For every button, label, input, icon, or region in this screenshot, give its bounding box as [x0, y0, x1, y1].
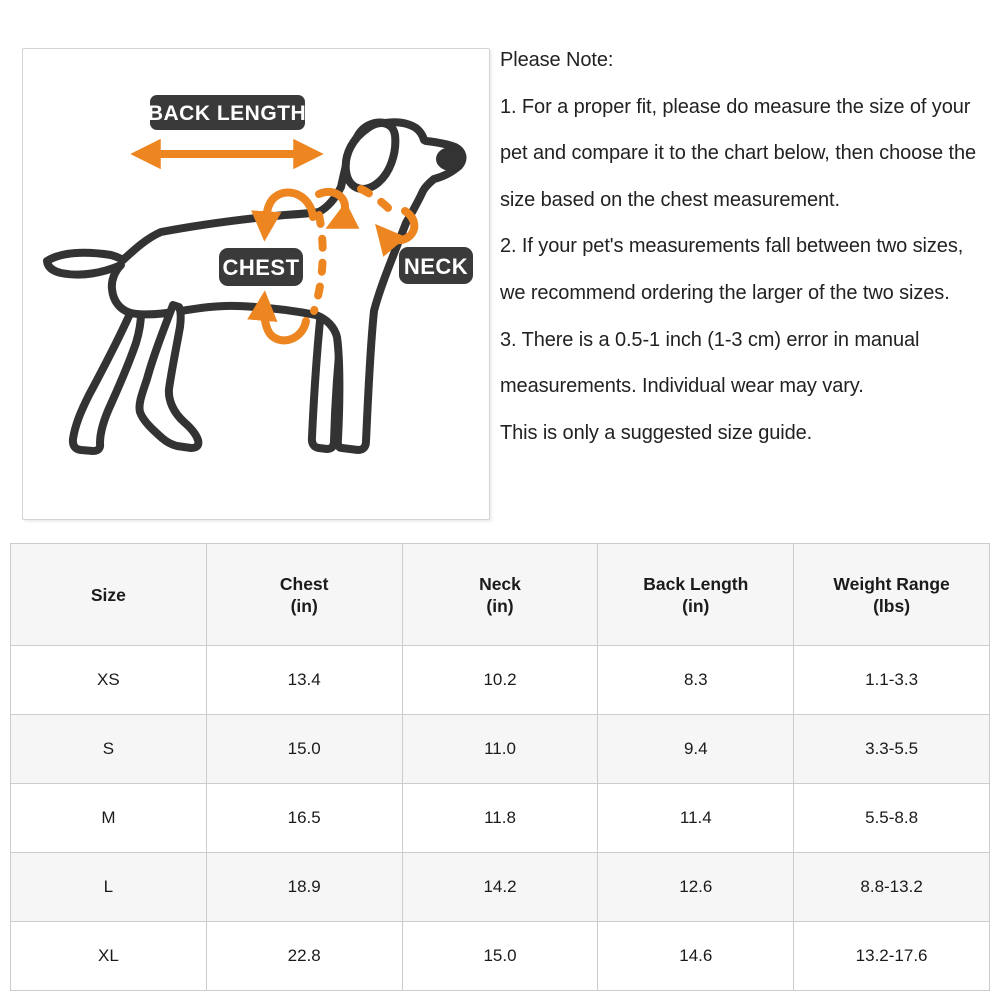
- note-line: 3. There is a 0.5-1 inch (1-3 cm) error in manual: [500, 328, 920, 351]
- note-line: size based on the chest measurement.: [500, 188, 840, 211]
- chest-label: [219, 248, 303, 286]
- chest-col-header: [206, 544, 402, 646]
- dog-far-hind-leg: [73, 307, 141, 451]
- header-unit: (in): [290, 595, 318, 616]
- cell: 11.8: [402, 784, 598, 853]
- note-line: 2. If your pet's measurements fall between two sizes,: [500, 235, 964, 258]
- cell: 15.0: [402, 922, 598, 991]
- table-row-xl: [11, 922, 990, 991]
- note-line: This is only a suggested size guide.: [500, 421, 813, 444]
- note-line: pet and compare it to the chart below, then choose the: [500, 142, 977, 165]
- header-title: Neck: [479, 573, 521, 594]
- cell: XL: [11, 922, 207, 991]
- cell: 14.2: [402, 853, 598, 922]
- header-unit: (in): [682, 595, 710, 616]
- cell: L: [11, 853, 207, 922]
- table-header-row: [11, 544, 990, 646]
- cell: 12.6: [598, 853, 794, 922]
- table-row-xs: [11, 646, 990, 715]
- cell: S: [11, 715, 207, 784]
- notes-section: [500, 37, 998, 456]
- cell: 3.3-5.5: [794, 715, 990, 784]
- cell: 18.9: [206, 853, 402, 922]
- header-title: Back Length: [643, 573, 749, 594]
- cell: 13.4: [206, 646, 402, 715]
- neck-col-header: [402, 544, 598, 646]
- cell: 14.6: [598, 922, 794, 991]
- header-unit: (in): [486, 595, 514, 616]
- dog-measurement-diagram: [22, 48, 490, 520]
- table-row-s: [11, 715, 990, 784]
- size-col-header: [11, 544, 207, 646]
- size-chart-table: [10, 543, 990, 991]
- cell: 11.0: [402, 715, 598, 784]
- header-unit: (lbs): [873, 595, 911, 616]
- cell: 11.4: [598, 784, 794, 853]
- svg-text:BACK LENGTH: BACK LENGTH: [147, 102, 307, 125]
- header-title: Chest: [279, 573, 329, 594]
- weight-range-col-header: [794, 544, 990, 646]
- header-title: Size: [90, 584, 126, 605]
- cell: 13.2-17.6: [794, 922, 990, 991]
- svg-text:CHEST: CHEST: [222, 255, 300, 280]
- note-line: we recommend ordering the larger of the two sizes.: [500, 281, 950, 304]
- cell: 5.5-8.8: [794, 784, 990, 853]
- cell: 15.0: [206, 715, 402, 784]
- cell: M: [11, 784, 207, 853]
- back-length-label: [148, 95, 306, 130]
- dog-diagram-svg: [23, 49, 489, 519]
- cell: 9.4: [598, 715, 794, 784]
- svg-text:NECK: NECK: [403, 254, 469, 279]
- table-row-m: [11, 784, 990, 853]
- back-length-col-header: [598, 544, 794, 646]
- cell: 8.8-13.2: [794, 853, 990, 922]
- cell: 10.2: [402, 646, 598, 715]
- neck-label: [399, 247, 473, 284]
- cell: 1.1-3.3: [794, 646, 990, 715]
- cell: 8.3: [598, 646, 794, 715]
- cell: 22.8: [206, 922, 402, 991]
- dog-near-hind-leg: [139, 305, 198, 448]
- cell: 16.5: [206, 784, 402, 853]
- cell: XS: [11, 646, 207, 715]
- dog-nose: [436, 147, 466, 171]
- header-title: Weight Range: [833, 573, 950, 594]
- note-line: measurements. Individual wear may vary.: [500, 375, 864, 398]
- notes-title: Please Note:: [500, 49, 614, 71]
- table-row-l: [11, 853, 990, 922]
- note-line: 1. For a proper fit, please do measure the size of your: [500, 95, 971, 118]
